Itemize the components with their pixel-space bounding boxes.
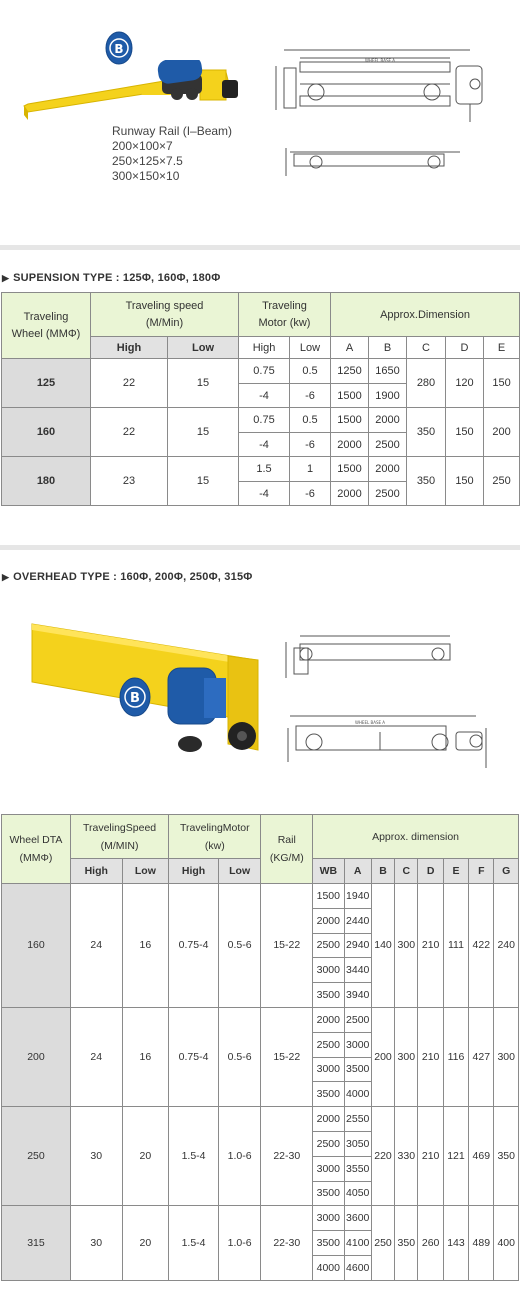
header-speed-high: High	[91, 337, 168, 359]
dim-c-cell: 350	[395, 1206, 418, 1280]
header-speed-low: Low	[168, 337, 239, 359]
dim-d-cell: 150	[446, 408, 484, 457]
wheel-size-cell: 160	[2, 408, 91, 457]
dim-e-cell: 116	[443, 1007, 468, 1106]
header-dim-d: D	[446, 337, 484, 359]
dim-a-cell: 2500	[344, 1007, 371, 1032]
rail-cell: 22-30	[261, 1107, 313, 1206]
speed-high-cell: 24	[70, 1007, 122, 1106]
dim-b-cell: 2500	[369, 433, 407, 457]
motor-high-cell: -4	[239, 433, 290, 457]
header-dim-b: B	[369, 337, 407, 359]
dim-a-cell: 4000	[344, 1082, 371, 1107]
dim-b-cell: 2500	[369, 482, 407, 506]
motor-low-cell: -6	[290, 482, 331, 506]
motor-high-cell: 1.5	[239, 457, 290, 482]
speed-high-cell: 30	[70, 1206, 122, 1280]
dim-e-cell: 143	[443, 1206, 468, 1280]
dim-a-cell: 1500	[331, 408, 369, 433]
suspension-technical-drawing	[270, 44, 492, 184]
dim-a-cell: 2550	[344, 1107, 371, 1132]
dim-b-cell: 1650	[369, 359, 407, 384]
wheel-base-label: WHEEL BASE A	[354, 720, 386, 725]
dim-b-cell: 140	[371, 884, 394, 1008]
motor-logo-icon	[118, 676, 152, 718]
dim-a-cell: 3940	[344, 983, 371, 1008]
header-speed-high: High	[70, 859, 122, 884]
motor-low-cell: 0.5	[290, 408, 331, 433]
runway-rail-size: 200×100×7	[112, 139, 173, 153]
motor-high-cell: 1.5-4	[169, 1206, 219, 1280]
suspension-title-text: SUPENSION TYPE : 125Φ, 160Φ, 180Φ	[13, 272, 221, 284]
wb-cell: 3500	[313, 1082, 344, 1107]
header-f: F	[469, 859, 494, 884]
motor-low-cell: -6	[290, 384, 331, 408]
wb-cell: 3500	[313, 983, 344, 1008]
motor-low-cell: 1.0-6	[218, 1206, 261, 1280]
dim-d-cell: 260	[418, 1206, 443, 1280]
dim-c-cell: 300	[395, 884, 418, 1008]
speed-high-cell: 23	[91, 457, 168, 506]
dim-d-cell: 120	[446, 359, 484, 408]
triangle-right-icon: ▶	[2, 273, 10, 283]
section-divider	[0, 545, 520, 550]
dim-a-cell: 3440	[344, 958, 371, 983]
wheel-dta-cell: 250	[2, 1107, 71, 1206]
dim-d-cell: 210	[418, 1107, 443, 1206]
suspension-crane-illustration	[22, 60, 240, 122]
header-wheel-dta: Wheel DTA (MMΦ)	[2, 815, 71, 884]
motor-high-cell: 0.75	[239, 408, 290, 433]
wheel-size-cell: 125	[2, 359, 91, 408]
motor-high-cell: -4	[239, 482, 290, 506]
dim-a-cell: 1250	[331, 359, 369, 384]
wb-cell: 2500	[313, 933, 344, 958]
wb-cell: 2500	[313, 1131, 344, 1156]
dim-c-cell: 350	[407, 408, 446, 457]
dim-a-cell: 3550	[344, 1156, 371, 1181]
header-traveling-wheel: Traveling Wheel (MMΦ)	[2, 293, 91, 359]
dim-g-cell: 350	[494, 1107, 519, 1206]
header-traveling-speed: TravelingSpeed (M/MIN)	[70, 815, 168, 859]
wb-cell: 3000	[313, 1206, 344, 1231]
header-a: A	[344, 859, 371, 884]
speed-high-cell: 22	[91, 359, 168, 408]
dim-a-cell: 2000	[331, 482, 369, 506]
dim-g-cell: 400	[494, 1206, 519, 1280]
dim-d-cell: 210	[418, 884, 443, 1008]
dim-b-cell: 250	[371, 1206, 394, 1280]
header-dim-a: A	[331, 337, 369, 359]
header-traveling-motor: TravelingMotor (kw)	[169, 815, 261, 859]
dim-b-cell: 2000	[369, 457, 407, 482]
dim-c-cell: 300	[395, 1007, 418, 1106]
speed-low-cell: 15	[168, 359, 239, 408]
motor-low-cell: 0.5-6	[218, 1007, 261, 1106]
dim-c-cell: 330	[395, 1107, 418, 1206]
speed-low-cell: 16	[122, 884, 169, 1008]
wb-cell: 2000	[313, 1007, 344, 1032]
header-dim-c: C	[407, 337, 446, 359]
motor-low-cell: 0.5	[290, 359, 331, 384]
speed-high-cell: 22	[91, 408, 168, 457]
dim-d-cell: 210	[418, 1007, 443, 1106]
motor-high-cell: 1.5-4	[169, 1107, 219, 1206]
dim-a-cell: 3600	[344, 1206, 371, 1231]
dim-f-cell: 427	[469, 1007, 494, 1106]
svg-text:B: B	[130, 691, 140, 706]
speed-low-cell: 20	[122, 1107, 169, 1206]
triangle-right-icon: ▶	[2, 572, 10, 582]
dim-b-cell: 220	[371, 1107, 394, 1206]
dim-a-cell: 1500	[331, 384, 369, 408]
dim-a-cell: 4600	[344, 1255, 371, 1280]
dim-a-cell: 3500	[344, 1057, 371, 1082]
header-approx-dimension: Approx. dimension	[313, 815, 519, 859]
wb-cell: 3000	[313, 1057, 344, 1082]
header-dim-e: E	[484, 337, 520, 359]
dim-e-cell: 200	[484, 408, 520, 457]
header-c: C	[395, 859, 418, 884]
runway-rail-spec	[112, 124, 232, 184]
suspension-section-title	[2, 272, 220, 284]
header-speed-low: Low	[122, 859, 169, 884]
dim-b-cell: 2000	[369, 408, 407, 433]
speed-low-cell: 20	[122, 1206, 169, 1280]
rail-cell: 15-22	[261, 1007, 313, 1106]
rail-cell: 22-30	[261, 1206, 313, 1280]
dim-g-cell: 240	[494, 884, 519, 1008]
speed-high-cell: 30	[70, 1107, 122, 1206]
wb-cell: 3500	[313, 1231, 344, 1256]
dim-e-cell: 111	[443, 884, 468, 1008]
header-motor-high: High	[169, 859, 219, 884]
overhead-section-title	[2, 571, 253, 583]
rail-cell: 15-22	[261, 884, 313, 1008]
header-motor-high: High	[239, 337, 290, 359]
wb-cell: 2000	[313, 1107, 344, 1132]
wb-cell: 2500	[313, 1032, 344, 1057]
wb-cell: 3500	[313, 1181, 344, 1206]
dim-a-cell: 4050	[344, 1181, 371, 1206]
dim-a-cell: 3000	[344, 1032, 371, 1057]
runway-rail-size: 300×150×10	[112, 169, 180, 183]
motor-low-cell: 1	[290, 457, 331, 482]
dim-c-cell: 350	[407, 457, 446, 506]
wb-cell: 3000	[313, 958, 344, 983]
dim-f-cell: 489	[469, 1206, 494, 1280]
dim-f-cell: 469	[469, 1107, 494, 1206]
motor-low-cell: -6	[290, 433, 331, 457]
overhead-spec-table	[1, 814, 519, 1281]
header-approx-dimension: Approx.Dimension	[331, 293, 520, 337]
header-rail: Rail (KG/M)	[261, 815, 313, 884]
dim-f-cell: 422	[469, 884, 494, 1008]
dim-a-cell: 4100	[344, 1231, 371, 1256]
wheel-size-cell: 180	[2, 457, 91, 506]
header-motor-low: Low	[218, 859, 261, 884]
dim-e-cell: 250	[484, 457, 520, 506]
header-traveling-motor: Traveling Motor (kw)	[239, 293, 331, 337]
speed-low-cell: 15	[168, 457, 239, 506]
dim-a-cell: 2940	[344, 933, 371, 958]
motor-low-cell: 1.0-6	[218, 1107, 261, 1206]
dim-a-cell: 3050	[344, 1131, 371, 1156]
overhead-title-text: OVERHEAD TYPE : 160Φ, 200Φ, 250Φ, 315Φ	[13, 571, 253, 583]
header-motor-low: Low	[290, 337, 331, 359]
wb-cell: 1500	[313, 884, 344, 909]
motor-low-cell: 0.5-6	[218, 884, 261, 1008]
runway-rail-size: 250×125×7.5	[112, 154, 183, 168]
dim-b-cell: 1900	[369, 384, 407, 408]
runway-rail-title: Runway Rail (I–Beam)	[112, 124, 233, 138]
header-traveling-speed: Traveling speed (M/Min)	[91, 293, 239, 337]
overhead-technical-drawing	[280, 628, 494, 776]
dim-c-cell: 280	[407, 359, 446, 408]
header-e: E	[443, 859, 468, 884]
speed-low-cell: 16	[122, 1007, 169, 1106]
wb-cell: 3000	[313, 1156, 344, 1181]
motor-high-cell: -4	[239, 384, 290, 408]
motor-logo-icon	[104, 30, 134, 66]
motor-high-cell: 0.75-4	[169, 1007, 219, 1106]
wheel-dta-cell: 160	[2, 884, 71, 1008]
header-d: D	[418, 859, 443, 884]
dim-e-cell: 150	[484, 359, 520, 408]
wb-cell: 4000	[313, 1255, 344, 1280]
wheel-dta-cell: 315	[2, 1206, 71, 1280]
section-divider	[0, 245, 520, 250]
dim-g-cell: 300	[494, 1007, 519, 1106]
suspension-spec-table	[1, 292, 520, 506]
dim-b-cell: 200	[371, 1007, 394, 1106]
motor-high-cell: 0.75	[239, 359, 290, 384]
speed-high-cell: 24	[70, 884, 122, 1008]
dim-a-cell: 1940	[344, 884, 371, 909]
header-b: B	[371, 859, 394, 884]
motor-high-cell: 0.75-4	[169, 884, 219, 1008]
dim-a-cell: 2440	[344, 908, 371, 933]
wheel-base-label: WHEEL BASE A	[364, 58, 396, 63]
dim-e-cell: 121	[443, 1107, 468, 1206]
header-g: G	[494, 859, 519, 884]
dim-a-cell: 2000	[331, 433, 369, 457]
dim-a-cell: 1500	[331, 457, 369, 482]
wb-cell: 2000	[313, 908, 344, 933]
header-wb: WB	[313, 859, 344, 884]
svg-text:B: B	[114, 42, 124, 56]
speed-low-cell: 15	[168, 408, 239, 457]
dim-d-cell: 150	[446, 457, 484, 506]
wheel-dta-cell: 200	[2, 1007, 71, 1106]
overhead-table-body	[2, 884, 519, 1281]
